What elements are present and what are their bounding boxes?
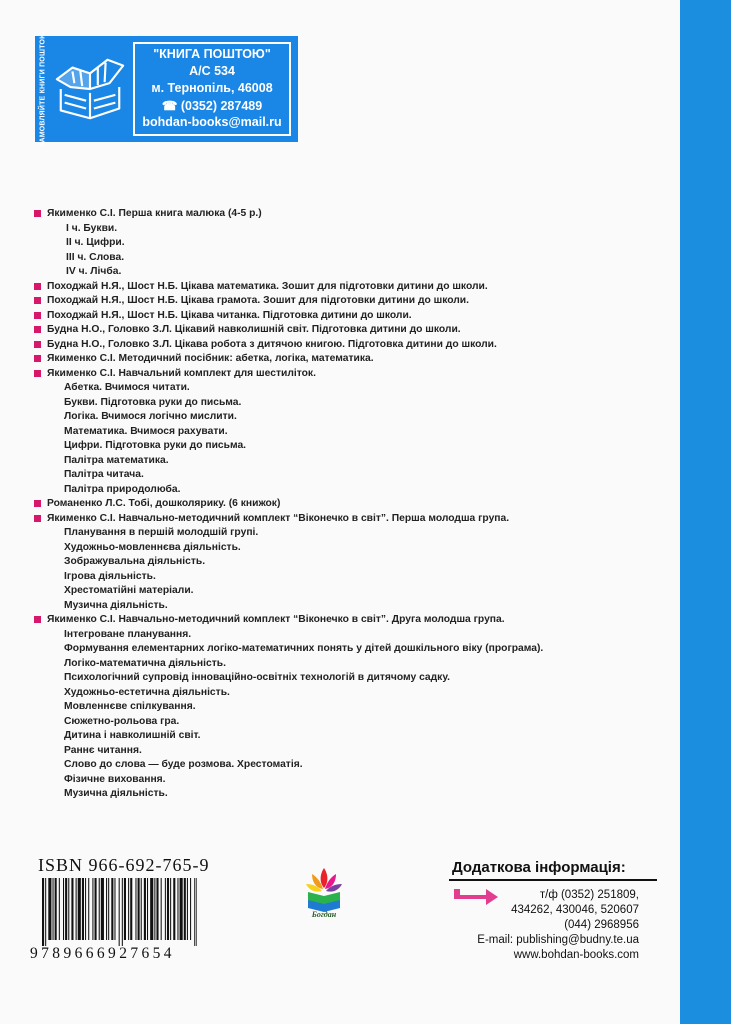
catalog-subentry: Ігрова діяльність. (64, 570, 156, 582)
list-bullet (34, 341, 41, 348)
catalog-entry: Якименко С.І. Перша книга малюка (4-5 р.) (47, 208, 262, 219)
barcode-bar (108, 878, 109, 940)
barcode-bar (92, 878, 93, 940)
mail-order-stamp (35, 28, 298, 148)
barcode-bar (95, 878, 97, 940)
catalog-subentry: Хрестоматійні матеріали. (64, 585, 194, 596)
catalog-subentry: Мовленнєве спілкування. (64, 701, 196, 712)
blue-edge-band (680, 0, 731, 1024)
barcode-bar (71, 878, 73, 940)
catalog-subentry: Зображувальна діяльність. (64, 556, 206, 567)
catalog-entry: Якименко С.І. Навчальний комплект для шестиліток. (47, 367, 316, 379)
catalog-subentry: І ч. Букви. (66, 222, 118, 234)
catalog-entry: Будна Н.О., Головко З.Л. Цікавий навколишній світ. Підготовка дитини до школи. (47, 324, 461, 335)
catalog-subentry: Математика. Вчимося рахувати. (64, 425, 228, 437)
catalog-subentry: Букви. Підготовка руки до письма. (64, 396, 242, 408)
barcode-bar (184, 878, 186, 940)
barcode-bar (122, 878, 123, 946)
catalog-entry: Походжай Н.Я., Шост Н.Б. Цікава читанка. Підготовка дитини до школи. (47, 309, 412, 321)
catalog-subentry: Сюжетно-рольова гра. (64, 715, 180, 727)
barcode-bar (82, 878, 84, 940)
list-bullet (34, 355, 41, 362)
list-bullet (34, 515, 41, 522)
barcode-bar (101, 878, 104, 940)
barcode-bar (63, 878, 64, 940)
stamp-city: м. Тернопіль, 46008 (151, 81, 273, 95)
catalog-entry: Романенко Л.С. Тобі, дошколярику. (6 книжок) (47, 498, 281, 509)
barcode-bar (55, 878, 57, 940)
catalog-subentry: Палітра математика. (64, 454, 169, 466)
catalog-subentry: ІV ч. Лічба. (66, 266, 122, 277)
barcode-bar (114, 878, 115, 940)
barcode-bar (156, 878, 158, 940)
catalog-entry: Будна Н.О., Головко З.Л. Цікава робота з дитячою книгою. Підготовка дитини до школи. (47, 338, 497, 350)
barcode-bar (76, 878, 77, 940)
list-bullet (34, 312, 41, 319)
info-phone-2: 434262, 430046, 520607 (511, 904, 639, 916)
barcode-bar (42, 878, 44, 946)
info-website: www.bohdan-books.com (513, 949, 639, 961)
barcode-bar (167, 878, 169, 940)
list-bullet (34, 370, 41, 377)
publisher-logo (302, 862, 346, 918)
barcode-bar (135, 878, 136, 940)
barcode-bar (111, 878, 113, 940)
isbn-number: ISBN 966-692-765-9 (38, 855, 210, 875)
barcode-bar (173, 878, 175, 940)
barcode-bar (187, 878, 188, 940)
stamp-company: "КНИГА ПОШТОЮ" (153, 47, 271, 61)
publisher-logo-text: Богдан (311, 910, 337, 918)
catalog-subentry: ІІ ч. Цифри. (66, 237, 125, 248)
info-phone-1: т/ф (0352) 251809, (539, 889, 639, 901)
catalog-subentry: Планування в першій молодшій групі. (64, 527, 259, 538)
info-divider (449, 879, 657, 881)
barcode-bar (119, 878, 120, 946)
barcode-bar (128, 878, 129, 940)
barcode-bar (150, 878, 153, 940)
catalog-subentry: Раннє читання. (64, 744, 142, 756)
barcode-bar (161, 878, 162, 940)
catalog-subentry: Музична діяльність. (64, 599, 168, 611)
barcode-bar (147, 878, 148, 940)
catalog-subentry: Дитина і навколишній світ. (64, 730, 201, 741)
catalog-subentry: Художньо-естетична діяльність. (64, 686, 230, 698)
barcode-bar (180, 878, 183, 940)
barcode-bar (144, 878, 146, 940)
open-book-icon (51, 50, 129, 128)
barcode-bar (194, 878, 195, 946)
catalog-subentry: Палітра читача. (64, 469, 144, 480)
barcode-bar (165, 878, 166, 940)
barcode-bar (141, 878, 142, 940)
stamp-side-text: ЗАМОВЛЯЙТЕ КНИГИ ПОШТОЮ: (39, 28, 47, 148)
catalog-entry: Якименко С.І. Навчально-методичний комплект “Віконечко в світ”. Друга молодша група. (47, 614, 505, 625)
arrow-right-icon (452, 885, 502, 909)
barcode-bar (99, 878, 100, 940)
catalog-subentry: Художньо-мовленнєва діяльність. (64, 541, 241, 553)
catalog-subentry: Психологічний супровід інноваційно-освітніх технологій в дитячому садку. (64, 672, 451, 683)
info-heading: Додаткова інформація: (452, 859, 626, 876)
catalog-subentry: Слово до слова — буде розмова. Хрестоматія. (64, 759, 303, 770)
stamp-phone: ☎ (0352) 287489 (161, 99, 263, 113)
stamp-po-box: А/С 534 (189, 64, 235, 78)
barcode-bar (196, 878, 197, 946)
catalog-subentry: Логіка. Вчимося логічно мислити. (64, 411, 237, 422)
info-email: E-mail: publishing@budny.te.ua (477, 934, 639, 946)
list-bullet (34, 210, 41, 217)
barcode-bar (59, 878, 60, 940)
catalog-entry: Походжай Н.Я., Шост Н.Б. Цікава грамота. Зошит для підготовки дитини до школи. (47, 295, 470, 306)
catalog-subentry: Фізичне виховання. (64, 773, 166, 785)
barcode-bar (53, 878, 54, 940)
barcode-bar (45, 878, 46, 946)
catalog-subentry: Формування елементарних логіко-математичних понять у дітей дошкільного віку (програма). (64, 643, 544, 654)
barcode-bar (65, 878, 67, 940)
catalog-subentry: Інтегроване планування. (64, 628, 192, 640)
list-bullet (34, 500, 41, 507)
barcode-bar (85, 878, 86, 940)
barcode-bar (170, 878, 171, 940)
stamp-email: bohdan-books@mail.ru (142, 115, 282, 129)
catalog-subentry: ІІІ ч. Слова. (66, 251, 125, 263)
barcode-bar (130, 878, 132, 940)
catalog-entry: Якименко С.І. Методичний посібник: абетка, логіка, математика. (47, 353, 374, 364)
catalog-subentry: Абетка. Вчимося читати. (64, 382, 190, 393)
barcode-bar (177, 878, 178, 940)
catalog-subentry: Цифри. Підготовка руки до письма. (64, 440, 247, 451)
list-bullet (34, 283, 41, 290)
catalog-entry: Якименко С.І. Навчально-методичний комплект “Віконечко в світ”. Перша молодша група. (47, 512, 510, 524)
barcode-bar (106, 878, 107, 940)
list-bullet (34, 326, 41, 333)
catalog-subentry: Логіко-математична діяльність. (64, 657, 226, 669)
barcode-bar (78, 878, 81, 940)
barcode-bar (68, 878, 69, 940)
barcode-bar (154, 878, 155, 940)
list-bullet (34, 297, 41, 304)
stamp-side-caption (36, 28, 50, 148)
stamp-address-box (133, 42, 291, 136)
barcode-bar (88, 878, 89, 940)
info-phone-3: (044) 2968956 (564, 919, 639, 931)
barcode (42, 878, 197, 946)
barcode-bar (124, 878, 126, 940)
ean-digits: 9789666927654 (30, 945, 175, 962)
catalog-subentry: Музична діяльність. (64, 788, 168, 799)
barcode-bar (190, 878, 191, 940)
catalog-entry: Походжай Н.Я., Шост Н.Б. Цікава математика. Зошит для підготовки дитини до школи. (47, 280, 488, 292)
barcode-bar (48, 878, 51, 940)
list-bullet (34, 616, 41, 623)
catalog-subentry: Палітра природолюба. (64, 483, 181, 495)
barcode-bar (138, 878, 140, 940)
